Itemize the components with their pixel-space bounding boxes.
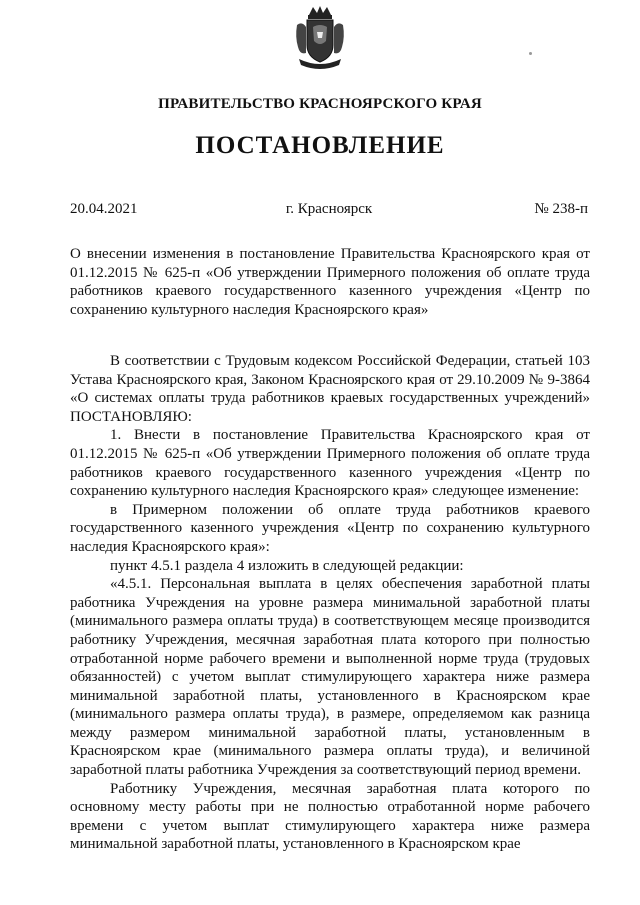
- scan-speck: [529, 52, 532, 55]
- document-date: 20.04.2021: [70, 201, 138, 217]
- body-paragraph-item-1: 1. Внести в постановление Правительства Красноярского края от 01.12.2015 № 625-п «Об утверждении Примерного положения об оплате труда работников краевого государственного казенного учреждения «Центр по сохранению культурного наследия Красноярского края» следующее изменение:: [70, 427, 590, 500]
- body-paragraph-clause-4-5-1: «4.5.1. Персональная выплата в целях обеспечения заработной платы работника Учреждения на уровне размера минимальной заработной платы (минимального размера оплаты труда) в соответствующем месяце производится работнику Учреждения, месячная заработная плата которого при полностью отработанной норме рабочего времени и выполненной норме труда (трудовых обязанностей) с учетом выплат стимулирующего характера ниже размера минимальной заработной платы, установленного в Красноярском крае (минимального размера оплаты труда), в размере, определяемом как разница между размером минимальной заработной платы, установленным в Красноярском крае (минимального размера оплаты труда), и величиной заработной платы работника Учреждения за соответствующий период времени.: [70, 576, 590, 779]
- coat-of-arms-emblem: [293, 5, 347, 71]
- body-paragraph-instruction: пункт 4.5.1 раздела 4 изложить в следующей редакции:: [110, 557, 464, 574]
- body-paragraph-preamble: В соответствии с Трудовым кодексом Российской Федерации, статьей 103 Устава Красноярского края, Законом Красноярского края от 29.10.2009 № 9-3864 «О системах оплаты труда работников краевых государственных учреждений» ПОСТАНОВЛЯЮ:: [70, 353, 590, 425]
- document-city: г. Красноярск: [285, 201, 373, 217]
- document-body: [70, 352, 590, 854]
- government-title: ПРАВИТЕЛЬСТВО КРАСНОЯРСКОГО КРАЯ: [158, 96, 482, 112]
- body-paragraph-clause-continued: Работнику Учреждения, месячная заработная плата которого по основному месту работы при не полностью отработанной норме рабочего времени с учетом выплат стимулирующего характера ниже размера минимальной заработной платы, установленного в Красноярском крае: [70, 780, 590, 853]
- document-type-heading: ПОСТАНОВЛЕНИЕ: [195, 132, 445, 159]
- document-meta-row: [70, 201, 588, 221]
- document-subject: О внесении изменения в постановление Правительства Красноярского края от 01.12.2015 № 625-п «Об утверждении Примерного положения об оплате труда работников краевого государственного казенного учреждения «Центр по сохранению культурного наследия Красноярского края»: [70, 246, 590, 318]
- document-number: № 238-п: [534, 201, 588, 217]
- body-paragraph-amendment-target: в Примерном положении об оплате труда работников краевого государственного казенного учреждения «Центр по сохранению культурного наследия Красноярского края»:: [70, 501, 590, 555]
